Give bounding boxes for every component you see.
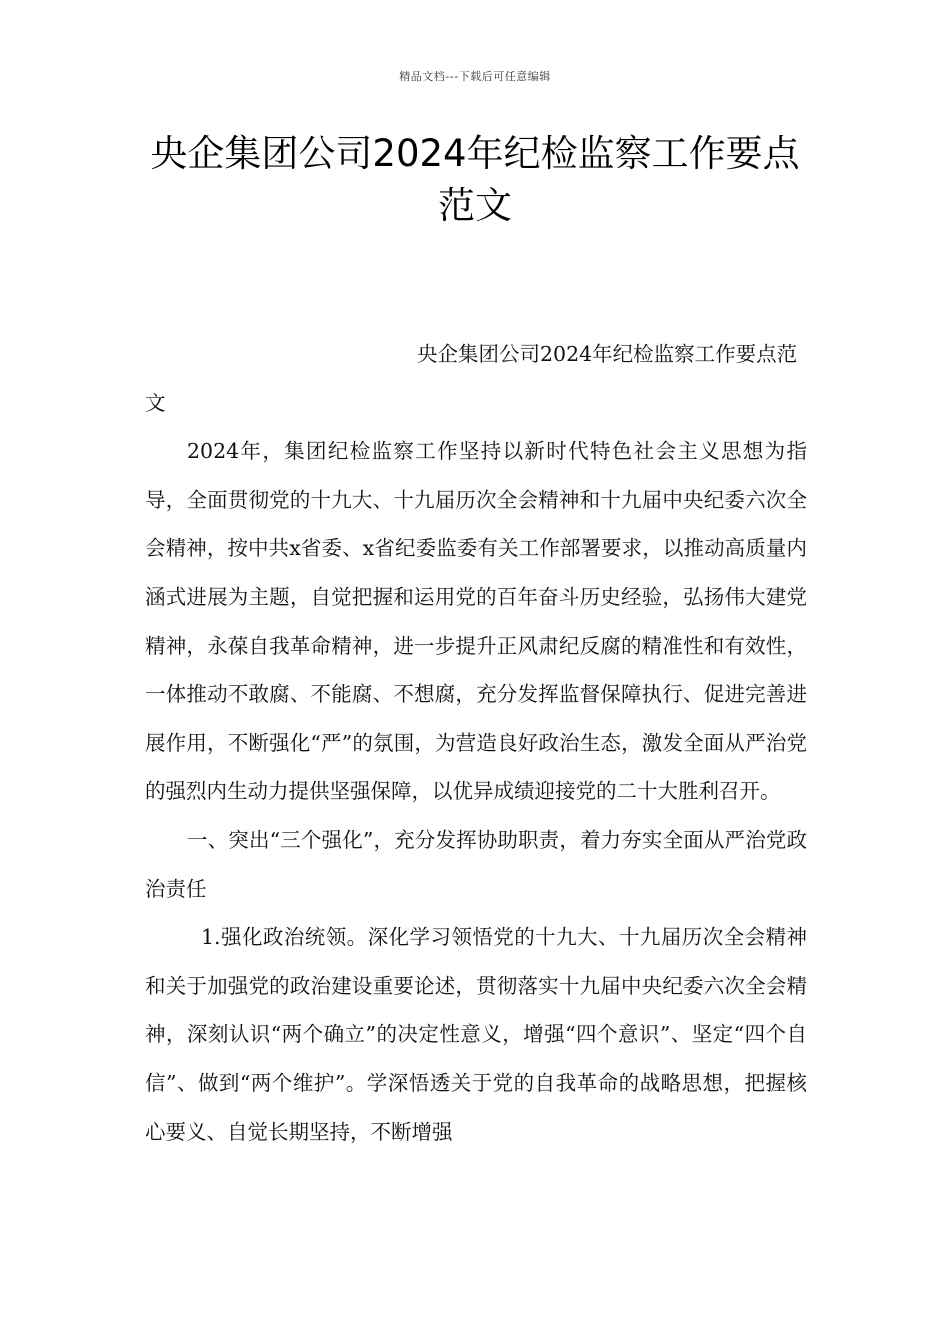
section-heading: 一、突出“三个强化”，充分发挥协助职责，着力夯实全面从严治党政治责任 <box>145 827 807 901</box>
header-note: 精品文档---下载后可任意编辑 <box>399 70 551 83</box>
paragraph-item-1: 1.强化政治统领。深化学习领悟党的十九大、十九届历次全会精神和关于加强党的政治建设重要论述，贯彻落实十九届中央纪委六次全会精神，深刻认识“两个确立”的决定性意义，增强“四个意识”、坚定“四个自信”、做到“两个维护”。学深悟透关于党的自我革命的战略思想，把握核心要义、自觉长期坚持，不断增强 <box>145 925 807 1144</box>
document-title: 央企集团公司2024年纪检监察工作要点范文 <box>150 132 800 227</box>
document-subtitle: 央企集团公司2024年纪检监察工作要点范文 <box>145 342 798 415</box>
document-body <box>145 330 807 1156</box>
paragraph-intro: 2024年，集团纪检监察工作坚持以新时代特色社会主义思想为指导，全面贯彻党的十九大、十九届历次全会精神和十九届中央纪委六次全会精神，按中共x省委、x省纪委监委有关工作部署要求，以推动高质量内涵式进展为主题，自觉把握和运用党的百年奋斗历史经验，弘扬伟大建党精神，永葆自我革命精神，进一步提升正风肃纪反腐的精准性和有效性，一体推动不敢腐、不能腐、不想腐，充分发挥监督保障执行、促进完善进展作用，不断强化“严”的氛围，为营造良好政治生态，激发全面从严治党的强烈内生动力提供坚强保障，以优异成绩迎接党的二十大胜利召开。 <box>145 439 807 804</box>
